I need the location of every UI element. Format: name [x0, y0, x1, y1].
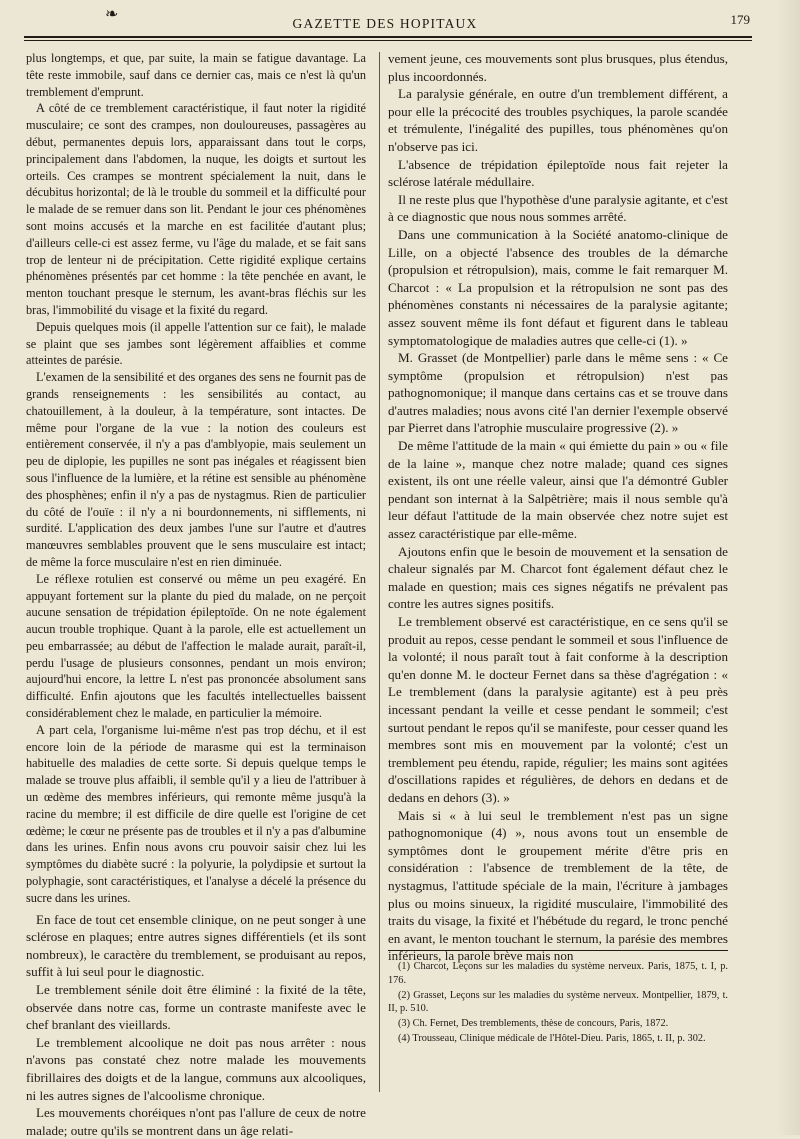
footnotes-rule: [388, 950, 728, 951]
paragraph: M. Grasset (de Montpellier) parle dans le même sens : « Ce symptôme (propulsion et rétropulsion) n'est pas pathognomonique; il manque dans certains cas et se trouve dans d'autres maladies; nous avons cité l'an dernier l'exemple observé par Pierret dans l'atrophie musculaire progressive (2). »: [388, 350, 728, 436]
paragraph: Dans une communication à la Société anatomo-clinique de Lille, on a objecté l'absence des troubles de la démarche (propulsion et rétropulsion), mais, comme le fait remarquer M. Charcot : « La propulsion et la rétropulsion ne sont pas des phénomènes constants ni nécessaires de la paralysie agitante; assez souvent même ils font défaut et figurent dans le tableau symptomatologique de maladies autres que celle-ci (1). »: [388, 226, 728, 348]
paragraph: Le réflexe rotulien est conservé ou même un peu exagéré. En appuyant fortement sur la plante du pied du malade, on ne perçoit aucune sensation de trépidation épileptoïde. On ne note également aucun trouble trophique. Quant à la parole, elle est actuellement un peu embarrassée; au début de l'affection le malade aurait, paraît-il, perdu l'usage de plusieurs consonnes, pendant un mois environ; aujourd'hui encore, la lettre L n'est pas prononcée absolument sans difficulté. Enfin ajoutons que les facultés intellectuelles baissent considérablement chez le malade, en particulier la mémoire.: [26, 571, 366, 721]
page-edge-shadow: [776, 0, 800, 1135]
paragraph: Le tremblement sénile doit être éliminé : la fixité de la tête, observée dans notre cas, forme un contraste manifeste avec le chef branlant des vieillards.: [26, 982, 366, 1033]
page-header: [20, 6, 750, 36]
paragraph: L'examen de la sensibilité et des organes des sens ne fournit pas de grands renseignements : les sensibilités au contact, au chatouillement, à la douleur, à la température, sont intactes. De même pour l'organe de la vue : la notion des couleurs est entièrement conservée, il n'y a pas d'amblyopie, mais seulement un peu de diplopie, les pupilles ne sont pas inégales et réagissent bien sous l'influence de la lumière, et la rétine est sensible au phénomène des phosphènes; enfin il n'y a pas de nystagmus. Rien de particulier du côté de l'ouïe : il n'y a ni bourdonnements, ni sifflements, ni surdité. L'application des deux jambes l'une sur l'autre et d'autres manœuvres semblables prouvent que le sens musculaire est intact; de même la force musculaire n'est en rien diminuée.: [26, 370, 366, 569]
header-rule-thin: [24, 40, 752, 41]
footnote: (1) Charcot, Leçons sur les maladies du système nerveux. Paris, 1875, t. I, p. 176.: [388, 961, 728, 986]
paragraph: vement jeune, ces mouvements sont plus brusques, plus étendus, plus incoordonnés.: [388, 51, 728, 84]
footnote: (2) Grasset, Leçons sur les maladies du système nerveux. Montpellier, 1879, t. II, p. 510.: [388, 989, 728, 1015]
footnote: (3) Ch. Fernet, Des tremblements, thèse de concours, Paris, 1872.: [398, 1018, 669, 1030]
paragraph: A part cela, l'organisme lui-même n'est pas trop déchu, et il est encore loin de la période de marasme qui est la terminaison habituelle des maladies de cette sorte. Si depuis quelque temps le malade se trouve plus affaibli, il semble qu'il y a lieu de l'attribuer à un œdème des membres inférieurs, qui remonte même jusqu'à la racine du membre; il est difficile de dire quelle est l'origine de cet œdème; le cœur ne présente pas de troubles et il n'y a pas d'albumine dans les urines. Enfin nous avons cru pouvoir saisir chez lui les symptômes du diabète sucré : la polyurie, la polydipsie et surtout la polyphagie, sont caractéristiques, et l'analyse a décelé la présence du sucre dans les urines.: [26, 722, 366, 905]
left-column: [26, 50, 366, 1139]
paragraph: La paralysie générale, en outre d'un tremblement différent, a pour elle la précocité des troubles psychiques, la parole scandée et trémulente, l'inégalité des pupilles, tous phénomènes qu'on n'observe pas ici.: [388, 86, 728, 154]
paragraph: Le tremblement alcoolique ne doit pas nous arrêter : nous n'avons pas constaté chez notre malade les mouvements fibrillaires des doigts et de la langue, communs aux alcooliques, ni les autres signes de l'alcoolisme chronique.: [26, 1034, 366, 1103]
footnotes: [388, 960, 728, 1047]
paragraph: Il ne reste plus que l'hypothèse d'une paralysie agitante, et c'est à ce diagnostic que nous nous sommes arrêté.: [388, 191, 728, 225]
ornament-icon: ❧: [105, 6, 119, 23]
running-title: GAZETTE DES HOPITAUX: [292, 16, 478, 31]
header-rule: [24, 36, 752, 38]
footnote: (4) Trousseau, Clinique médicale de l'Hôtel-Dieu. Paris, 1865, t. II, p. 302.: [398, 1032, 706, 1044]
paragraph: L'absence de trépidation épileptoïde nous fait rejeter la sclérose latérale médullaire.: [388, 156, 728, 190]
paragraph: En face de tout cet ensemble clinique, on ne peut songer à une sclérose en plaques; entre autres signes différentiels (et ils sont nombreux), le caractère du tremblement, se produisant au repos, suffit à lui seul pour le diagnostic.: [26, 911, 366, 980]
page-number: 179: [730, 12, 750, 27]
paragraph: Ajoutons enfin que le besoin de mouvement et la sensation de chaleur signalés par M. Charcot font également défaut chez le malade en question; mais ces signes négatifs ne prévalent pas contre les autres signes positifs.: [388, 543, 728, 612]
paragraph: Les mouvements choréiques n'ont pas l'allure de ceux de notre malade; outre qu'ils se montrent dans un âge relati-: [26, 1105, 366, 1138]
right-column: [388, 50, 728, 965]
paragraph: plus longtemps, et que, par suite, la main se fatigue davantage. La tête reste immobile, sauf dans ce dernier cas, mais ce n'est là qu'un tremblement d'emprunt.: [26, 51, 366, 99]
column-divider: [379, 52, 380, 1092]
paragraph: A côté de ce tremblement caractéristique, il faut noter la rigidité musculaire; ce sont des crampes, non douloureuses, passagères au début, permanentes depuis lors, apparaissant dans tout le corps, principalement dans l'abdomen, la nuque, les doigts et surtout les orteils. Ces crampes se montrent spécialement la nuit, dans le décubitus horizontal; de là le trouble du sommeil et la difficulté pour le malade de se remuer dans son lit. Pendant le jour ces phénomènes sont moins accusés et la marche en est facilitée d'autant plus; d'ailleurs celle-ci est assez ferme, vu l'âge du malade, et se fait sans trop de lenteur ni de précipitation. Cette rigidité explique certains phénomènes présentés par cet homme : la tête penchée en avant, le menton touchant presque le sternum, les avant-bras fléchis sur les bras, l'immobilité du visage et la fixité du regard.: [26, 101, 366, 317]
paragraph: Depuis quelques mois (il appelle l'attention sur ce fait), le malade se plaint que ses jambes sont légèrement affaiblies et comme atteintes de parésie.: [26, 319, 366, 368]
paragraph: De même l'attitude de la main « qui émiette du pain » ou « file de la laine », manque chez notre malade; quand ces signes existent, ils ont une réelle valeur, ainsi que l'a démontré Gubler pendant son internat à la Salpêtrière; mais il nous semble qu'à leur défaut l'attitude de la main observée chez notre sujet est assez caractéristique par elle-même.: [388, 438, 728, 542]
paragraph: Mais si « à lui seul le tremblement n'est pas un signe pathognomonique (4) », nous avons tout un ensemble de symptômes dont le groupement mérite d'être pris en considération : l'absence de tremblement de la tête, de nystagmus, l'attitude spéciale de la main, l'écriture à jambages plus ou moins sinueux, la rigidité musculaire, l'immobilité des traits du visage, la fixité et l'hébétude du regard, le tronc penché en avant, le menton touchant le sternum, la parésie des membres inférieurs, la parole brève mais non: [388, 807, 728, 964]
paragraph: Le tremblement observé est caractéristique, en ce sens qu'il se produit au repos, cesse pendant le sommeil et sous l'influence de la volonté; il nous paraît tout à fait conforme à la description qu'en donne M. le docteur Fernet dans sa thèse d'agrégation : « Le tremblement (dans la paralysie agitante) est à peu près incessant pendant la veille et cesse pendant le sommeil; c'est surtout pendant le repos qu'il se manifeste, pour cesser quand les membres sont mis en mouvement par la volonté; c'est un tremblement peu étendu, rapide, régulier; les mains sont agitées d'oscillations rapides et régulières, de dehors en dedans et de dedans en dehors (3). »: [388, 614, 728, 805]
